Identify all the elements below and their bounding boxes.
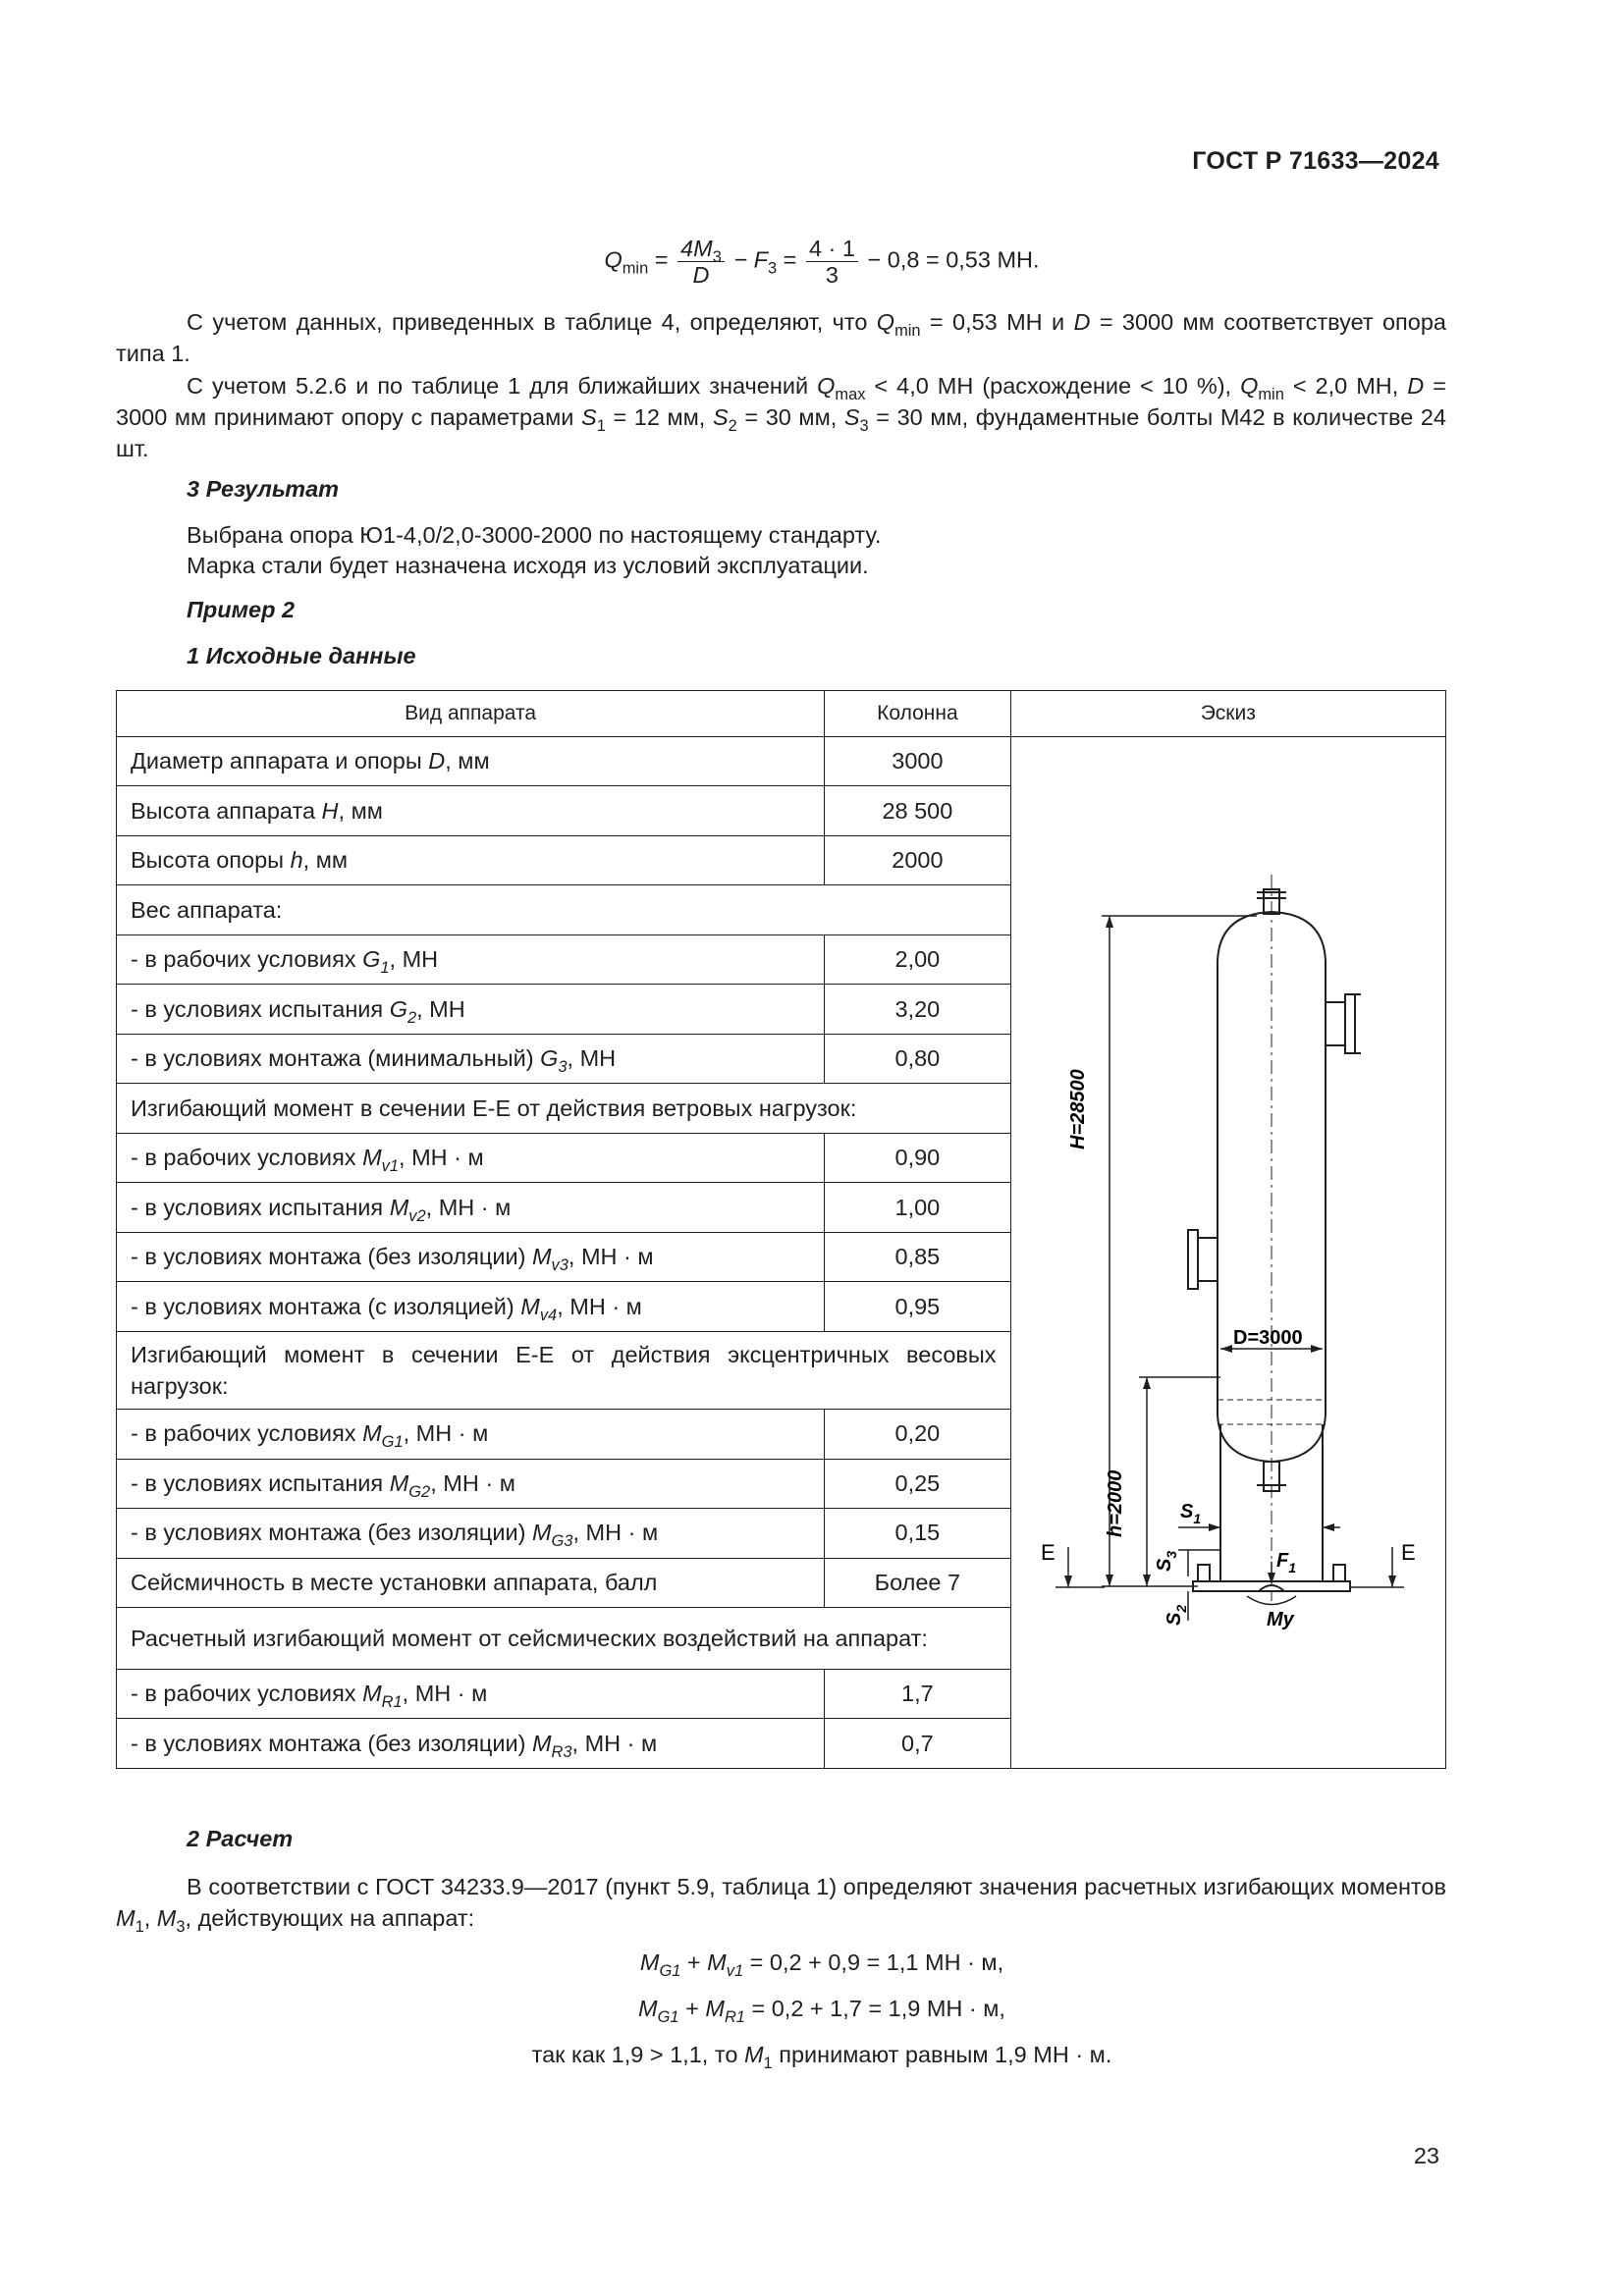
heading-result: 3 Результат [187,476,340,502]
row-label: - в условиях монтажа (с изоляцией) $M_{v4}$, МН · м [117,1282,825,1331]
row-value: 0,25 [825,1459,1010,1508]
sketch-label-My: My [1266,1609,1294,1630]
paragraph-support-type: С учетом данных, приведенных в таблице 4, определяют, что $Q_{min} = 0,53$ МН и D = 3000 мм соответствует опора типа 1. [116,309,1446,366]
heading-example-2: Пример 2 [187,597,296,622]
sketch-label-F1: $F_1$ [1275,1550,1296,1575]
row-value: 0,15 [825,1509,1010,1558]
formula-qmin: $Q_{min}$ = $\frac{4M_3}{D}$ − $F_3$ = $\frac{4 \cdot 1}{3}$ − 0,8 = 0,53 МН. [604,236,1040,288]
heading-input-data: 1 Исходные данные [187,643,416,668]
paragraph-support-params: С учетом 5.2.6 и по таблице 1 для ближайших значений $Q_{max} < 4,0$ МН (расхождение < 10 %), $Q_{min} < 2,0$ МН, D = 3000 мм принимают опору с параметрами $S_1 = 12$ мм, $S_2 = 30$ мм, $S_3 = 30$ мм, фундаментные болты М42 в количестве 24 шт. [116,373,1446,461]
sketch-label-S1: $S_1$ [1179,1501,1201,1526]
row-label: - в рабочих условиях $G_1$, МН [117,934,825,984]
row-label: - в рабочих условиях $M_{v1}$, МН · м [117,1133,825,1182]
row-value: 0,80 [825,1034,1010,1083]
sketch-label-E-right: E [1400,1540,1416,1565]
row-label: - в условиях монтажа (минимальный) $G_3$, МН [117,1034,825,1083]
row-value: 0,90 [825,1133,1010,1182]
row-value: 1,7 [825,1669,1010,1718]
row-label: Высота аппарата H, мм [117,786,825,835]
row-value: Более 7 [825,1558,1010,1607]
document-id: ГОСТ Р 71633—2024 [1192,147,1439,175]
row-label: - в условиях испытания $M_{G2}$, МН · м [117,1459,825,1508]
equation-3: так как 1,9 > 1,1, то $M_1$ принимают равным 1,9 МН · м. [531,2042,1112,2072]
row-label: - в рабочих условиях $M_{R1}$, МН · м [117,1669,825,1718]
row-label: - в условиях монтажа (без изоляции) $M_{v3}$, МН · м [117,1232,825,1281]
sketch-label-S2: $S_2$ [1163,1604,1189,1626]
row-group-label: Вес аппарата: [117,885,1011,934]
row-value: 0,85 [825,1232,1010,1281]
row-label: Диаметр аппарата и опоры D, мм [117,737,825,786]
header-column: Колонна [825,691,1010,737]
row-label: Сейсмичность в месте установки аппарата, балл [117,1558,825,1607]
sketch-label-E-left: E [1040,1540,1056,1565]
row-value: 2,00 [825,934,1010,984]
row-value: 3000 [825,737,1010,786]
row-value: 0,95 [825,1282,1010,1331]
equation-2: $M_{G1} + M_{R1} = 0,2 + 1,7 = 1,9$ МН · м, [638,1996,1005,2026]
heading-calculation: 2 Расчет [187,1826,294,1851]
input-data-table [116,690,1446,1769]
sketch-label-S3: $S_3$ [1153,1550,1179,1572]
header-sketch: Эскиз [1010,691,1445,737]
row-label: - в условиях испытания $G_2$, МН [117,985,825,1034]
row-value: 1,00 [825,1183,1010,1232]
result-line-2: Марка стали будет назначена исходя из условий эксплуатации. [187,553,869,578]
result-line-1: Выбрана опора Ю1-4,0/2,0-3000-2000 по настоящему стандарту. [187,522,882,548]
row-value: 3,20 [825,985,1010,1034]
row-group-label: Изгибающий момент в сечении Е-Е от действия эксцентричных весовых нагрузок: [117,1331,1011,1409]
column-sketch [1011,737,1434,1768]
equation-1: $M_{G1} + M_{v1} = 0,2 + 0,9 = 1,1$ МН · м, [639,1949,1004,1980]
row-value: 0,7 [825,1719,1010,1769]
row-value: 2000 [825,835,1010,884]
paragraph-calculation: В соответствии с ГОСТ 34233.9—2017 (пункт 5.9, таблица 1) определяют значения расчетных изгибающих моментов $M_1$, $M_3$, действующих на аппарат: [116,1874,1446,1936]
table-header-row [117,691,1446,737]
row-label: - в условиях монтажа (без изоляции) $M_{G3}$, МН · м [117,1509,825,1558]
page-number: 23 [1413,2143,1439,2168]
sketch-label-H: H=28500 [1066,1069,1089,1149]
row-label: - в условиях монтажа (без изоляции) $M_{R3}$, МН · м [117,1719,825,1769]
sketch-cell [1010,737,1445,1769]
sketch-label-D: D=3000 [1232,1327,1303,1349]
table-row [117,737,1446,786]
row-label: Высота опоры h, мм [117,835,825,884]
row-label: - в условиях испытания $M_{v2}$, МН · м [117,1183,825,1232]
row-group-label: Расчетный изгибающий момент от сейсмических воздействий на аппарат: [117,1608,1011,1670]
sketch-label-h: h=2000 [1104,1469,1126,1537]
row-value: 0,20 [825,1410,1010,1459]
row-value: 28 500 [825,786,1010,835]
row-label: - в рабочих условиях $M_{G1}$, МН · м [117,1410,825,1459]
header-apparatus-type: Вид аппарата [117,691,825,737]
row-group-label: Изгибающий момент в сечении Е-Е от действия ветровых нагрузок: [117,1084,1011,1133]
